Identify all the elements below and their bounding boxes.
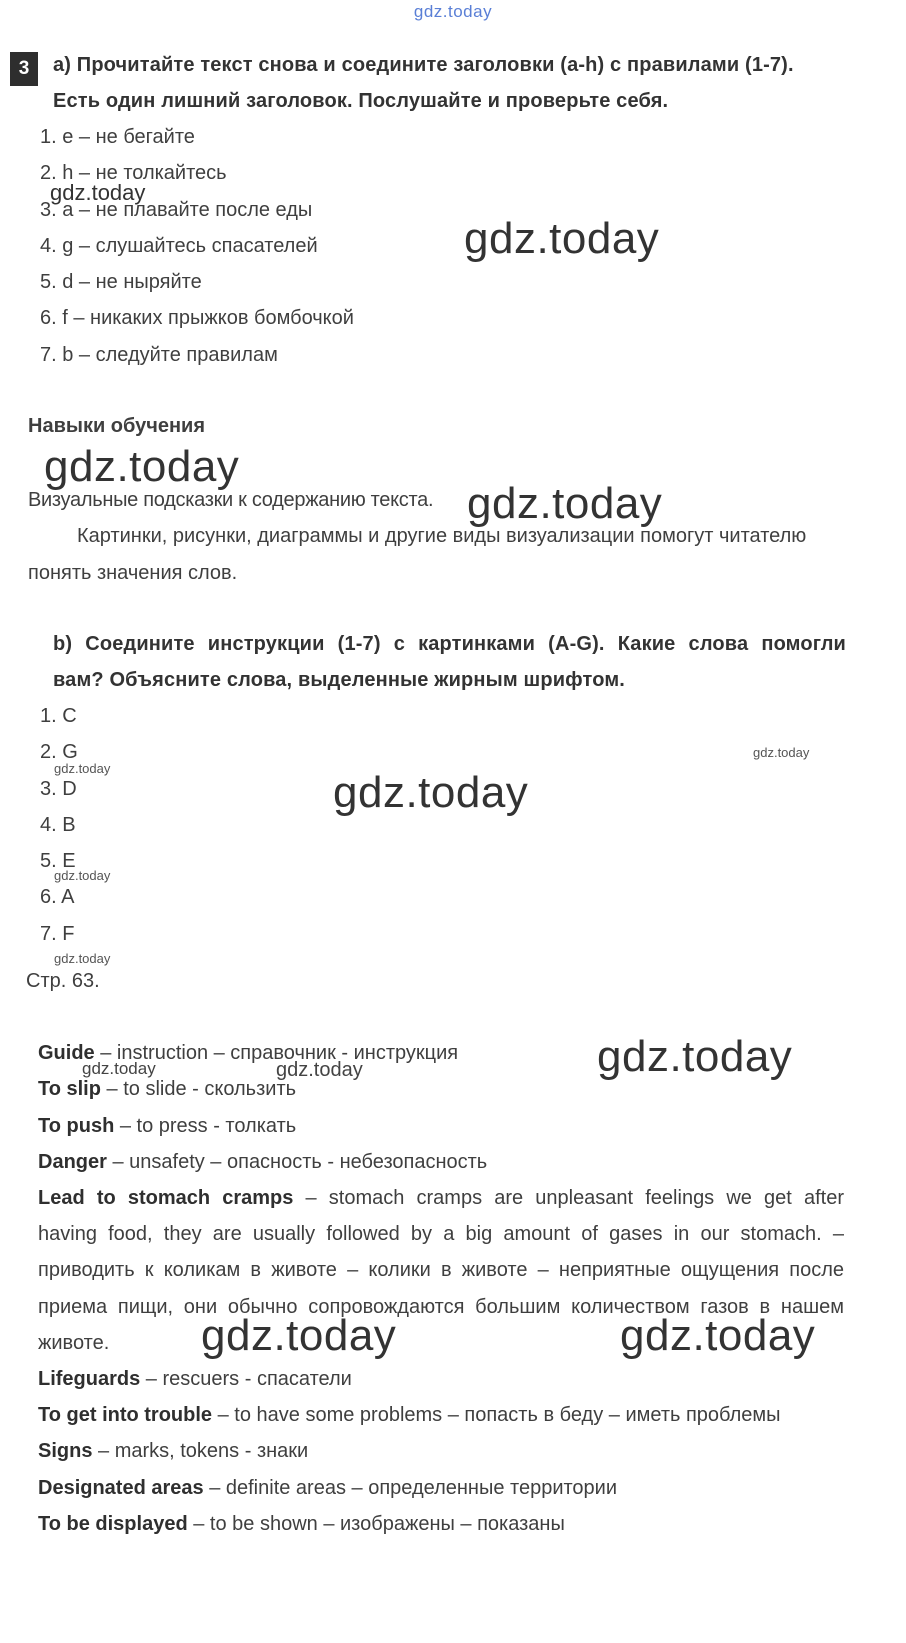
vocab-definition: – unsafety – опасность - небезопасность: [106, 1151, 488, 1173]
study-skills-subtitle: Визуальные подсказки к содержанию текста.: [28, 489, 434, 511]
answer-b-4: 4. B: [40, 814, 76, 836]
watermark: gdz.today: [54, 761, 111, 776]
vocab-definition: – to slide - скользить: [100, 1078, 297, 1100]
vocab-term: To slip: [38, 1078, 101, 1100]
watermark: gdz.today: [82, 1059, 156, 1078]
vocab-term: Signs: [38, 1440, 93, 1462]
vocab-term: To be displayed: [38, 1513, 188, 1535]
vocab-entry-signs: [38, 1440, 308, 1463]
watermark: gdz.today: [333, 768, 529, 817]
watermark: gdz.today: [44, 442, 240, 491]
answer-a-2: 2. h – не толкайтесь: [40, 162, 227, 184]
vocab-term: To push: [38, 1115, 115, 1137]
task-a-line-2: Есть один лишний заголовок. Послушайте и проверьте себя.: [53, 90, 669, 112]
vocab-term: Lifeguards: [38, 1368, 141, 1390]
answer-a-1: 1. e – не бегайте: [40, 126, 195, 148]
vocab-continuation-line: приема пищи, они обычно сопровождаются большим количеством газов в нашем: [38, 1296, 844, 1318]
vocab-entry-to-push: [38, 1115, 296, 1138]
watermark: gdz.today: [50, 180, 146, 205]
watermark: gdz.today: [464, 214, 660, 263]
vocab-definition: – instruction – справочник - инструкция: [94, 1042, 459, 1064]
watermark: gdz.today: [201, 1311, 397, 1360]
answer-b-2: 2. G: [40, 741, 78, 763]
vocab-continuation-line: приводить к коликам в животе – колики в животе – неприятные ощущения после: [38, 1259, 844, 1281]
task-b-line-1: b) Соедините инструкции (1-7) с картинками (A-G). Какие слова помогли: [53, 633, 846, 655]
task-b-line-2: вам? Объясните слова, выделенные жирным шрифтом.: [53, 669, 625, 691]
vocab-term: Lead to stomach cramps: [38, 1187, 294, 1209]
vocab-term: Designated areas: [38, 1477, 204, 1499]
vocab-entry-designated-areas: [38, 1477, 617, 1500]
answer-b-5: 5. E: [40, 850, 76, 872]
vocab-definition: – marks, tokens - знаки: [92, 1440, 309, 1462]
answer-a-3: 3. a – не плавайте после еды: [40, 199, 313, 221]
watermark: gdz.today: [276, 1059, 363, 1081]
vocab-entry-lifeguards: [38, 1368, 352, 1391]
vocab-continuation-line: животе.: [38, 1332, 110, 1354]
watermark: gdz.today: [467, 479, 663, 528]
watermark: gdz.today: [54, 868, 111, 883]
vocab-definition: – to have some problems – попасть в беду – иметь проблемы: [212, 1404, 781, 1426]
site-header-logo[interactable]: gdz.today: [413, 2, 493, 21]
answer-b-3: 3. D: [40, 778, 77, 800]
answer-a-7: 7. b – следуйте правилам: [40, 344, 278, 366]
vocab-definition: – definite areas – определенные территории: [203, 1477, 618, 1499]
answer-a-5: 5. d – не ныряйте: [40, 271, 202, 293]
vocab-definition: – to press - толкать: [114, 1115, 297, 1137]
vocab-term: Danger: [38, 1151, 107, 1173]
vocab-continuation-line: having food, they are usually followed by a big amount of gases in our stomach. –: [38, 1223, 844, 1245]
answer-b-6: 6. A: [40, 886, 75, 908]
vocab-entry-stomach-cramps: [38, 1187, 844, 1210]
exercise-number-badge: 3: [10, 52, 38, 86]
vocab-entry-get-into-trouble: [38, 1404, 781, 1427]
vocab-entry-to-be-displayed: [38, 1513, 565, 1536]
vocab-term: Guide: [38, 1042, 95, 1064]
study-skills-paragraph-line-1: Картинки, рисунки, диаграммы и другие виды визуализации помогут читателю: [77, 525, 807, 547]
vocab-term: To get into trouble: [38, 1404, 213, 1426]
task-a-line-1: a) Прочитайте текст снова и соедините заголовки (a-h) с правилами (1-7).: [53, 54, 794, 76]
vocab-definition: – to be shown – изображены – показаны: [187, 1513, 565, 1535]
watermark: gdz.today: [54, 951, 111, 966]
vocab-definition: – stomach cramps are unpleasant feelings we get after: [293, 1187, 844, 1209]
answer-a-6: 6. f – никаких прыжков бомбочкой: [40, 307, 354, 329]
answer-b-7: 7. F: [40, 923, 75, 945]
watermark: gdz.today: [753, 745, 810, 760]
page-reference: Стр. 63.: [26, 970, 100, 992]
vocab-definition: – rescuers - спасатели: [140, 1368, 352, 1390]
vocab-entry-to-slip: [38, 1078, 296, 1101]
answer-a-4: 4. g – слушайтесь спасателей: [40, 235, 318, 257]
watermark: gdz.today: [597, 1032, 793, 1081]
vocab-entry-danger: [38, 1151, 487, 1174]
answer-b-1: 1. C: [40, 705, 77, 727]
study-skills-title: Навыки обучения: [28, 415, 206, 437]
watermark: gdz.today: [620, 1311, 816, 1360]
study-skills-paragraph-line-2: понять значения слов.: [28, 562, 238, 584]
